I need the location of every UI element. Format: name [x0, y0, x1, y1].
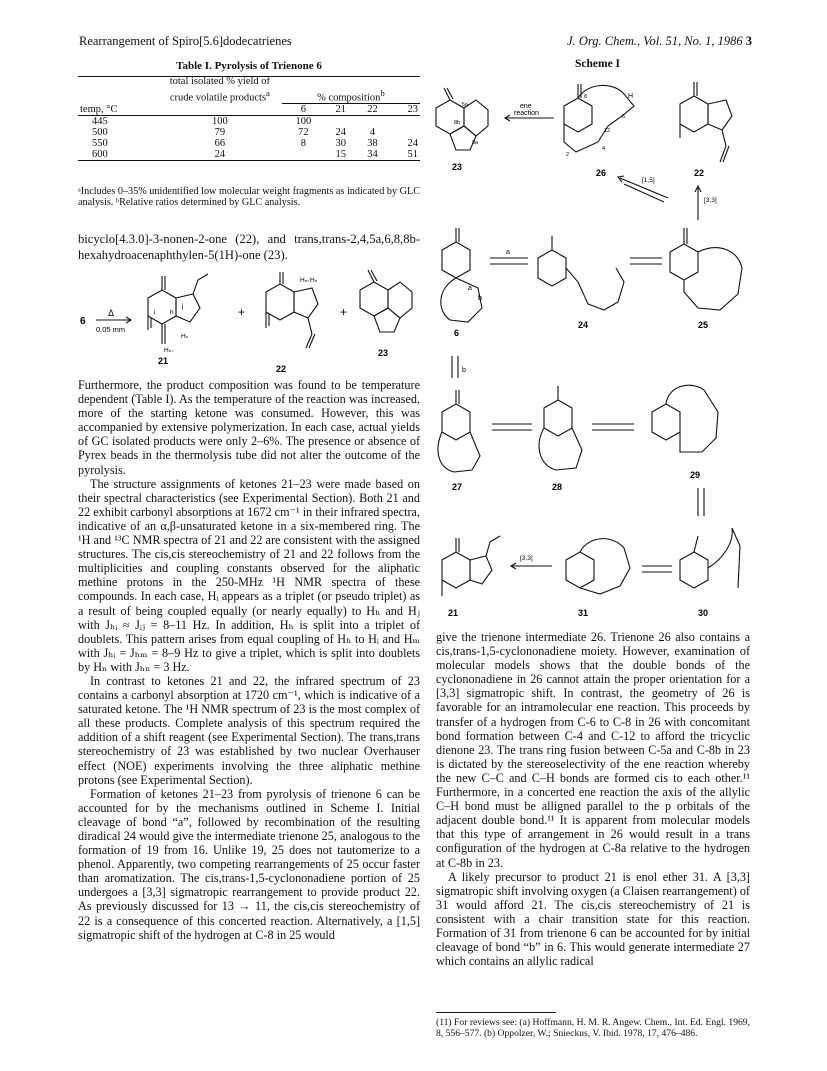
table-col-23: 23 — [388, 104, 420, 116]
label-15: [1,5] — [642, 177, 655, 184]
label-4: 4 — [602, 146, 606, 152]
table-cell: 34 — [357, 149, 389, 161]
label-8: 8 — [584, 94, 588, 100]
table-head-comp-note: b — [380, 87, 385, 98]
label-reaction: reaction — [514, 110, 539, 117]
table-col-temp: temp, °C — [78, 104, 158, 116]
scheme-structure-29 — [652, 385, 718, 452]
label-2: 2 — [566, 152, 570, 158]
table-col-22: 22 — [357, 104, 389, 116]
label-33-b: [3,3] — [520, 555, 533, 562]
intro-paragraph: bicyclo[4.3.0]-3-nonen-2-one (22), and trans,trans-2,4,5a,6,8,8b-hexahydroacenaphthylen-5(1H)-one (23). — [78, 232, 420, 262]
eq-condition: 0.05 mm — [96, 325, 126, 334]
eq-Hn-21: Hₙ — [181, 333, 189, 340]
left-column-body — [78, 378, 420, 942]
label-25: 25 — [698, 320, 709, 330]
footnote-rule — [436, 1012, 556, 1013]
eq-delta: Δ — [108, 308, 115, 318]
table-footnote: ᵃIncludes 0–35% unidentified low molecular weight fragments as indicated by GLC analysis. ᵇRelative ratios determined by GLC analysis. — [78, 186, 420, 209]
table-col-6: 6 — [282, 104, 325, 116]
scheme-diagram — [428, 72, 750, 628]
table-head-yield-note: a — [266, 87, 270, 98]
label-a-bond: a — [468, 285, 472, 292]
label-5a: 5a — [462, 102, 469, 108]
eq-Hm-21: Hₘ — [164, 347, 173, 354]
table-head-comp-text: % composition — [317, 92, 381, 103]
label-23: 23 — [452, 162, 463, 172]
structure-23 — [360, 270, 412, 332]
scheme-structure-31 — [566, 539, 630, 594]
paragraph: Formation of ketones 21–23 from pyrolysis of trienone 6 can be accounted for by the mechanisms outlined in Scheme I. Initial cleavage of bond “a”, followed by recombination of the resulting diradical 24 would give the intermediate trienone 25, analogous to the formation of 19 from 16. Unlike 19, 25 does not tautomerize to a phenol. Apparently, two competing rearrangements of 25 occur faster than aromatization. The cis,trans-1,5-cyclononadiene portion of 25 undergoes a [3,3] sigmatropic rearrangement to provide product 22. As previously discussed for 13 → 11, the cis,cis stereochemistry of 22 is a consequence of this concerted reaction. Alternatively, a [1,5] sigmatropic shift of the hydrogen at C-8 in 25 would — [78, 786, 420, 942]
table-cell: 24 — [407, 138, 418, 149]
label-b-bond: b — [478, 295, 482, 302]
table-head-composition — [282, 77, 420, 104]
label-H: H — [628, 93, 634, 100]
table-cell: 4 — [369, 127, 376, 138]
table-cell: 24 — [335, 127, 347, 138]
label-30: 30 — [698, 608, 709, 618]
page-number: 3 — [745, 34, 752, 48]
label-8b: 8b — [454, 120, 461, 126]
label-21: 21 — [448, 608, 459, 618]
table-cell: 500 — [92, 127, 108, 138]
table-title: Table I. Pyrolysis of Trienone 6 — [176, 60, 322, 72]
label-28: 28 — [552, 482, 563, 492]
table-head-temp-spacer — [78, 77, 158, 104]
eq-h: h — [170, 309, 174, 316]
table-header-row — [78, 104, 420, 116]
label-33-a: [3,3] — [704, 197, 717, 204]
eq-j: j — [182, 303, 184, 310]
table-cell — [388, 116, 420, 128]
table-cell: 15 — [325, 149, 357, 161]
table-row — [78, 116, 420, 128]
scheme-structure-21 — [442, 536, 500, 596]
scheme-structure-23 — [436, 88, 488, 150]
table-pyrolysis — [78, 76, 420, 161]
table-head-yield-text: total isolated % yield of crude volatile products — [169, 76, 271, 103]
eq-Hn-22: Hₙ — [310, 277, 318, 284]
scheme-title: Scheme I — [575, 58, 621, 70]
right-column-body — [436, 630, 750, 968]
pyrolysis-equation — [78, 268, 420, 376]
label-26: 26 — [596, 168, 607, 178]
table-col-blank — [158, 104, 282, 116]
paragraph: The structure assignments of ketones 21–23 were made based on their spectral characteristics (see Experimental Section). Both 21 and 22 exhibit carbonyl absorptions at 1672 cm⁻¹ in their infrared spectra, indicative of an α,β-unsaturated ketone in a six-membered ring. The ¹H and ¹³C NMR spectra of 21 and 22 are consistent with the assigned structures. The cis,cis stereochemistry of 21 and 22 follows from the multiplicities and coupling constants observed for the aliphatic methine protons in the 250-MHz ¹H NMR spectra of these compounds. In each case, Hᵢ appears as a triplet (or pseudo triplet) as a result of being coupled equally (or nearly equally) to Hₕ and Hⱼ with Jₕᵢ ≈ Jᵢⱼ = 8–11 Hz. In addition, Hₕ is split into a triplet of doublets. This pattern arises from equal coupling of Hₕ to Hᵢ and Hₘ with Jₕᵢ = Jₕₘ = 8–9 Hz to give a triplet, which is split into doublets by Hₙ with Jₕₙ = 3 Hz. — [78, 476, 420, 674]
label-31: 31 — [578, 608, 589, 618]
table-cell: 72 — [298, 127, 309, 138]
label-8a: 8a — [472, 140, 479, 146]
eq-label-22: 22 — [276, 364, 287, 374]
eq-label-6: 6 — [80, 316, 86, 327]
scheme-structure-30 — [680, 528, 740, 588]
scheme-structure-24 — [538, 236, 624, 310]
label-c6: 6 — [622, 114, 626, 120]
label-b-arrow: b — [462, 367, 466, 374]
table-head-yield — [158, 77, 282, 104]
label-29: 29 — [690, 470, 701, 480]
eq-Hm-22: Hₘ — [300, 277, 309, 284]
running-header-title: Rearrangement of Spiro[5.6]dodecatrienes — [79, 34, 292, 48]
scheme-structure-27 — [438, 390, 480, 472]
table-cell: 600 — [78, 149, 158, 161]
table-row — [78, 127, 420, 138]
label-27: 27 — [452, 482, 463, 492]
table-cell: 30 — [335, 138, 347, 149]
left-intro — [78, 232, 420, 263]
table-cell — [282, 149, 325, 161]
paragraph: give the trienone intermediate 26. Trienone 26 also contains a cis,trans-1,5-cyclononadiene moiety. However, examination of molecular models shows that the double bonds of the cyclononadiene in 26 cannot attain the proper orientation for a [3,3] sigmatropic shift. In contrast, the geometry of 26 is favorable for an intramolecular ene reaction. This proceeds by transfer of a hydrogen from C-6 to C-8 in 26 with concomitant bond formation between C-4 and C-12 to afford the tricyclic dienone 23. The trans ring fusion between C-5a and C-8b in 23 is dictated by the stereoselectivity of the ene reaction whereby the new C–C and C–H bonds are formed cis to each other.¹¹ Furthermore, in a concerted ene reaction the axis of the allylic C–H bond must be alligned parallel to the p orbitals of the adjacent double bond.¹¹ It is apparent from molecular models that this type of arrangement in 26 would result in a trans configuration of the hydrogen at C-8a relative to the hydrogen at C-8b in 23. — [436, 630, 750, 870]
eq-plus-2: + — [340, 305, 348, 319]
scheme-structure-25 — [670, 228, 742, 310]
table-cell: 445 — [92, 116, 108, 127]
table-cell: 51 — [388, 149, 420, 161]
table-cell: 24 — [158, 149, 282, 161]
scheme-structure-6 — [441, 228, 482, 322]
table-col-21: 21 — [325, 104, 357, 116]
table-row — [78, 138, 420, 149]
eq-label-23: 23 — [378, 348, 389, 358]
label-12: 12 — [604, 128, 611, 134]
label-6: 6 — [454, 328, 460, 338]
table-cell — [388, 127, 420, 138]
label-ene: ene — [520, 103, 532, 110]
label-24: 24 — [578, 320, 589, 330]
table-cell: 100 — [212, 116, 228, 127]
running-header-journal — [567, 34, 752, 49]
eq-plus-1: + — [238, 305, 246, 319]
table-row — [78, 149, 420, 161]
label-22: 22 — [694, 168, 705, 178]
table-cell: 100 — [295, 116, 312, 127]
table-cell — [325, 116, 357, 128]
eq-label-21: 21 — [158, 356, 169, 366]
scheme-structure-28 — [539, 386, 582, 470]
scheme-structure-22 — [680, 82, 732, 162]
label-a: a — [506, 249, 510, 256]
table-cell: 8 — [300, 138, 307, 149]
structure-21 — [148, 274, 208, 344]
table-cell: 66 — [214, 138, 226, 149]
eq-i: i — [154, 309, 156, 316]
table-cell: 79 — [214, 127, 226, 138]
table-cell: 550 — [92, 138, 108, 149]
footnote-11: (11) For reviews see: (a) Hoffmann, H. M. R. Angew. Chem., Int. Ed. Engl. 1969, 8, 556–577. (b) Oppolzer, W.; Snieckus, V. Ibid. 1978, 17, 476–486. — [436, 1017, 750, 1039]
paragraph: Furthermore, the product composition was found to be temperature dependent (Table I). As the temperature of the reaction was increased, more of the starting ketone was consumed. However, this was accompanied by extensive polymerization. In each case, actual yields of GC isolated products were only 2–6%. The presence or absence of Pyrex beads in the thermolysis tube did not alter the outcome of the pyrolysis. — [78, 378, 420, 477]
journal-citation: J. Org. Chem., Vol. 51, No. 1, 1986 — [567, 34, 743, 48]
paragraph: In contrast to ketones 21 and 22, the infrared spectrum of 23 contains a carbonyl absorption at 1720 cm⁻¹, which is indicative of a saturated ketone. The ¹H NMR spectrum of 23 is the most complex of all these products. Complete analysis of this spectrum required the addition of a shift reagent (see Experimental Section). The trans,trans stereochemistry of 23 was established by two nuclear Overhauser effect (NOE) experiments involving the three aliphatic methine protons (see Experimental Section). — [78, 673, 420, 787]
table-cell — [357, 116, 389, 128]
table-cell: 38 — [367, 138, 378, 149]
paragraph: A likely precursor to product 21 is enol ether 31. A [3,3] sigmatropic shift involving oxygen (a Claisen rearrangement) of 31 would afford 21. The cis,cis stereochemistry of 21 is consistent with a chair transition state for this reaction. Formation of 31 from trienone 6 can be accounted for by initial cleavage of bond “b” in 6. This would generate intermediate 27 which contains an allylic radical — [436, 869, 750, 969]
